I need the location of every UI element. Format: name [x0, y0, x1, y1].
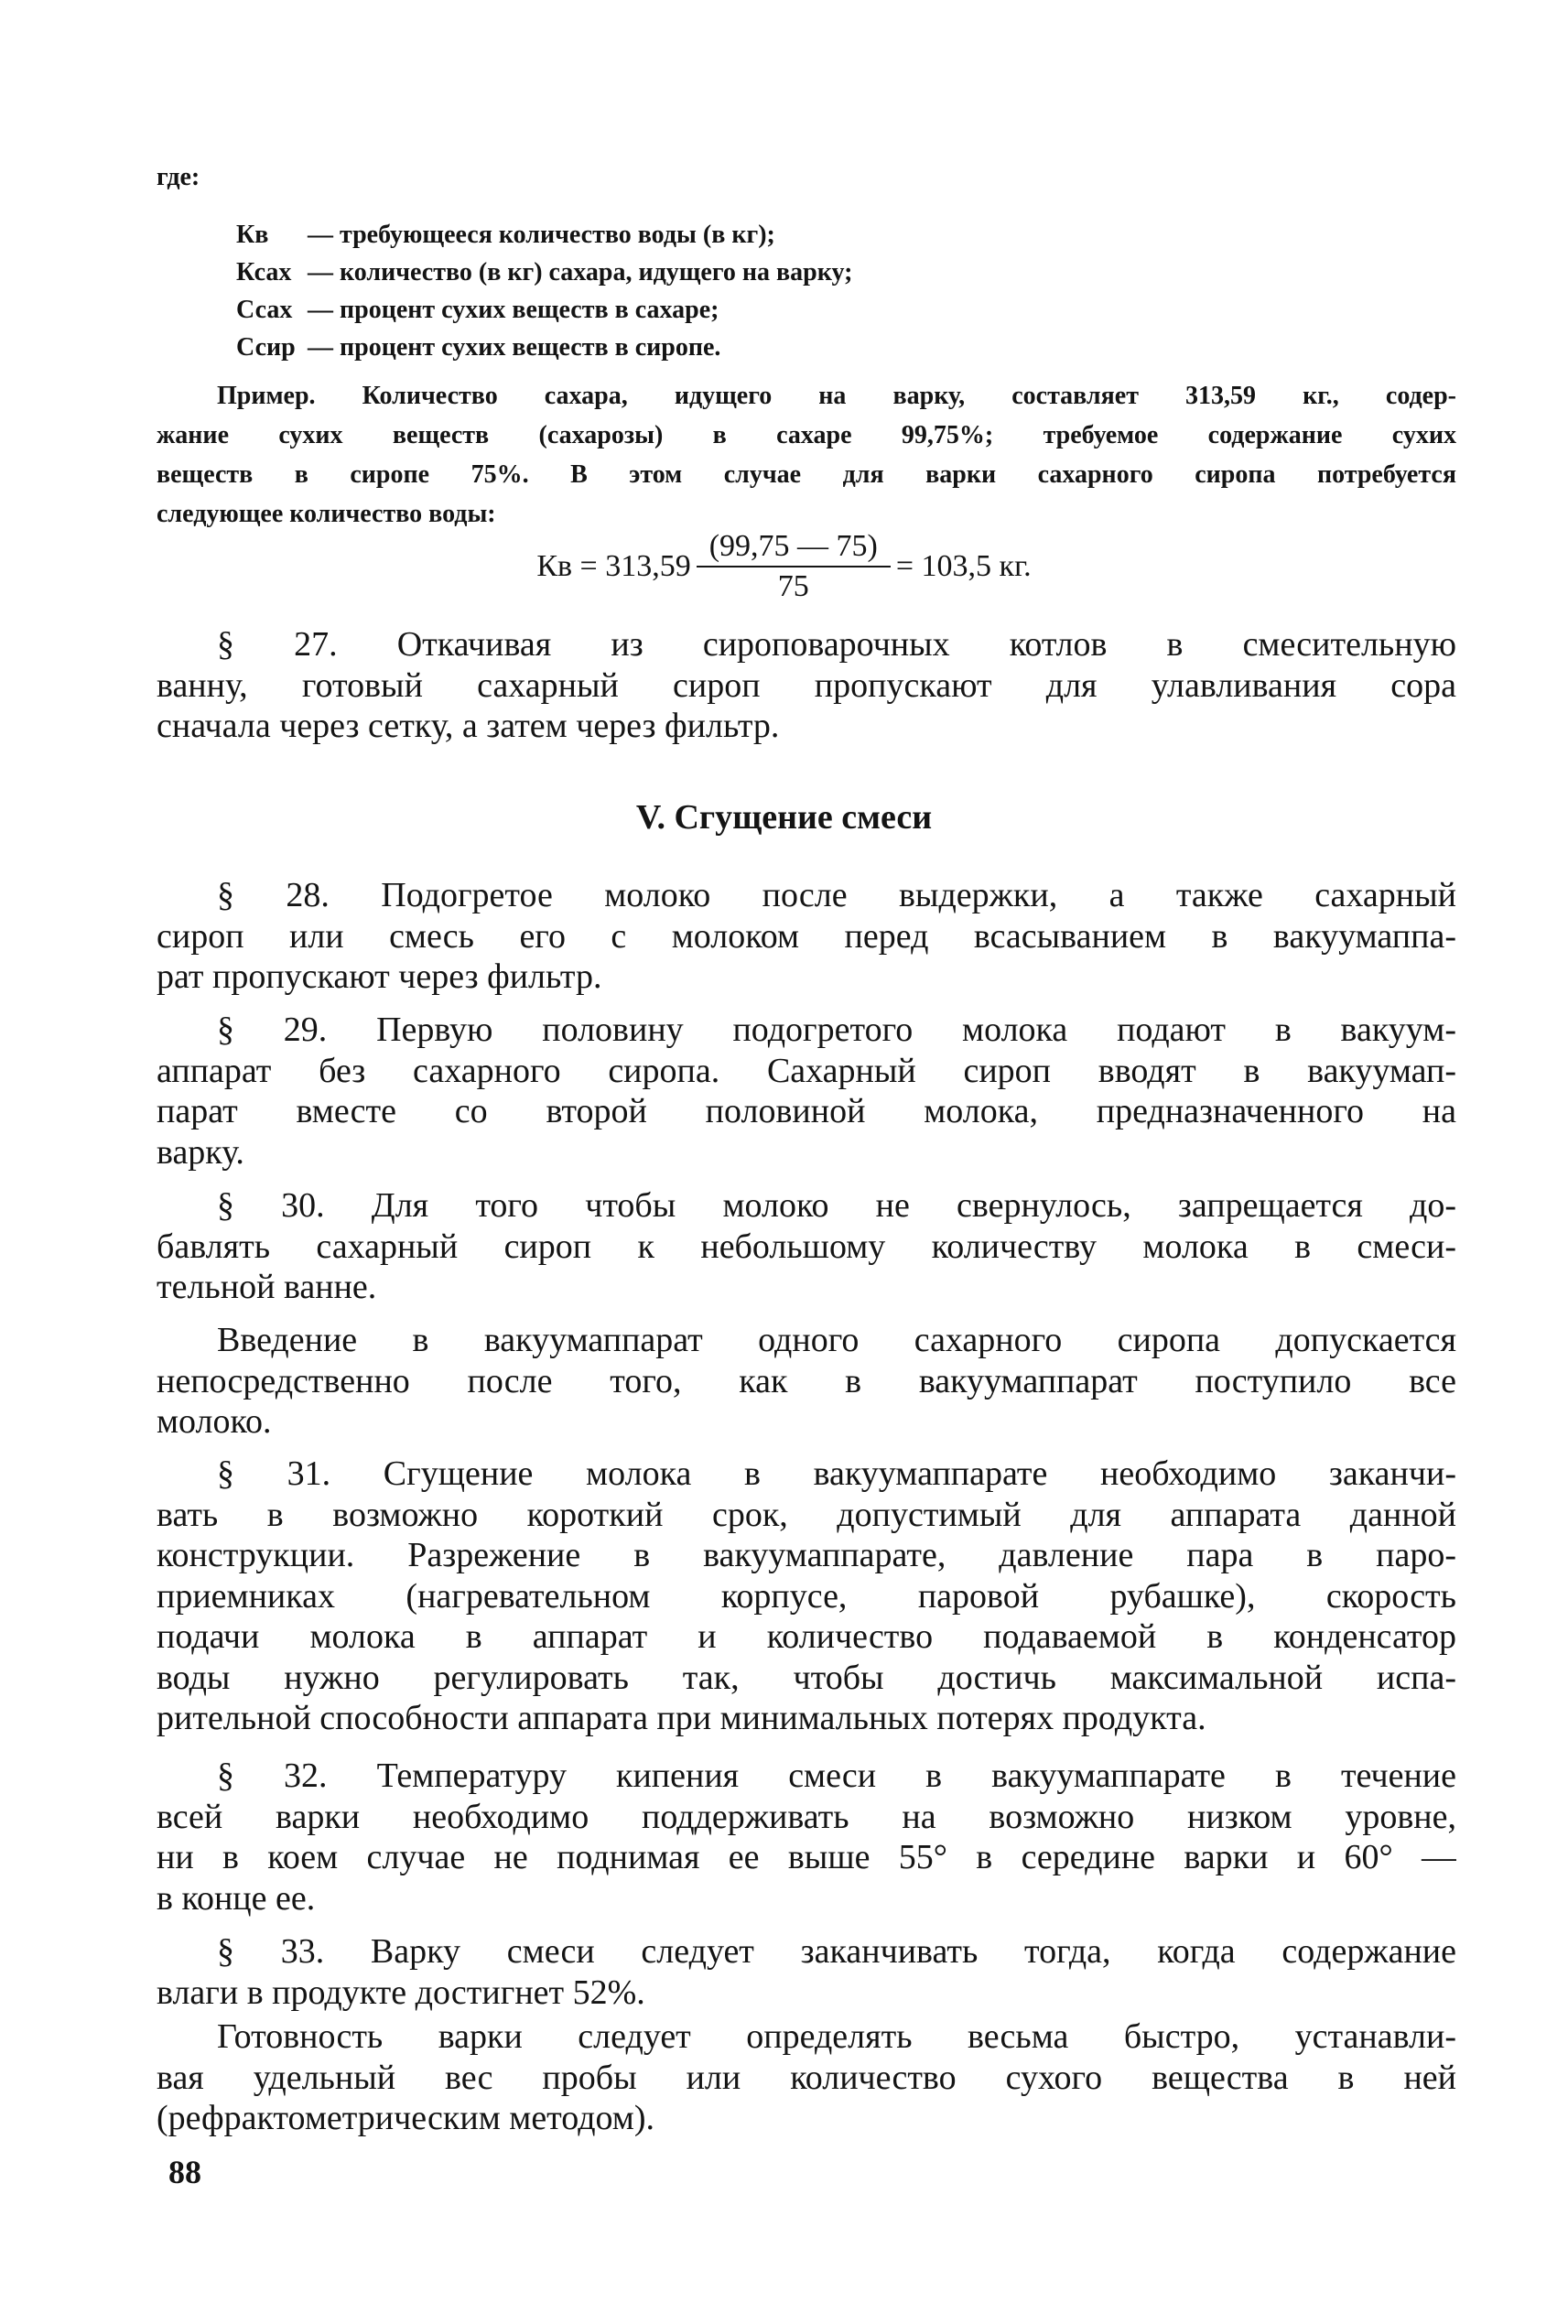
definition-item — [236, 329, 852, 366]
text-line: аппарат без сахарного сиропа. Сахарный сироп вводят в вакуумап- — [157, 1051, 1456, 1090]
definition-text: — процент сухих веществ в сиропе. — [308, 333, 721, 362]
text-line: жание сухих веществ (сахарозы) в сахаре 99,75%; требуемое содержание сухих — [157, 421, 1456, 449]
text-line: конструкции. Разрежение в вакуумаппарате, давление пара в паро- — [157, 1536, 1456, 1574]
definition-item — [236, 216, 852, 254]
where-label: где: — [157, 163, 200, 191]
text-line: ни в коем случае не поднимая ее выше 55° в середине варки и 60° — — [157, 1838, 1456, 1876]
text-line: § 29. Первую половину подогретого молока подают в вакуум- — [217, 1011, 1456, 1049]
text-line: Пример. Количество сахара, идущего на варку, составляет 313,59 кг., содер- — [217, 382, 1456, 410]
formula-left: Кв = 313,59 — [536, 549, 691, 583]
text-line: вая удельный вес пробы или количество сухого вещества в ней — [157, 2058, 1456, 2097]
paragraph-readiness — [157, 2016, 1456, 2139]
formula-numerator: (99,75 — 75) — [697, 529, 891, 567]
paragraph-31 — [157, 1454, 1456, 1739]
text-line: § 31. Сгущение молока в вакуумаппарате необходимо заканчи- — [217, 1454, 1456, 1493]
text-line: (рефрактометрическим методом). — [157, 2099, 655, 2137]
text-line: парат вместе со второй половиной молока, предназначенного на — [157, 1092, 1456, 1130]
definition-text: — процент сухих веществ в сахаре; — [308, 296, 719, 324]
text-line: подачи молока в аппарат и количество подаваемой в конденсатор — [157, 1617, 1456, 1656]
text-line: варку. — [157, 1132, 244, 1172]
definition-symbol: Ссах — [236, 296, 293, 324]
text-line: веществ в сиропе 75%. В этом случае для варки сахарного сиропа потребуется — [157, 460, 1456, 489]
formula — [0, 529, 1568, 604]
text-line: в конце ее. — [157, 1878, 316, 1918]
text-line: Готовность варки следует определять весьма быстро, устанавли- — [217, 2017, 1456, 2056]
text-line: всей варки необходимо поддерживать на возможно низком уровне, — [157, 1797, 1456, 1836]
text-line: § 30. Для того чтобы молоко не свернулось, запрещается до- — [217, 1186, 1456, 1225]
text-line: сироп или смесь его с молоком перед всасыванием в вакуумаппа- — [157, 916, 1456, 956]
text-line: влаги в продукте достигнет 52%. — [157, 1973, 645, 2012]
text-line: непосредственно после того, как в вакуумаппарат поступило все — [157, 1361, 1456, 1400]
definition-text: — требующееся количество воды (в кг); — [308, 221, 775, 249]
text-line: молоко. — [157, 1402, 272, 1441]
section-heading: V. Сгущение смеси — [635, 798, 933, 837]
paragraph-33 — [157, 1931, 1456, 2013]
paragraph-introduction-note — [157, 1320, 1456, 1443]
text-line: ванну, готовый сахарный сироп пропускают для улавливания сора — [157, 665, 1456, 705]
paragraph-32 — [157, 1756, 1456, 1919]
text-line: § 27. Откачивая из сироповарочных котлов в смесительную — [217, 625, 1456, 664]
definitions-list — [236, 216, 852, 366]
text-line: вать в возможно короткий срок, допустимый для аппарата данной — [157, 1495, 1456, 1534]
text-line: рительной способности аппарата при минимальных потерях продукта. — [157, 1699, 1206, 1737]
text-line: приемниках (нагревательном корпусе, паровой рубашке), скорость — [157, 1576, 1456, 1616]
paragraph-29 — [157, 1010, 1456, 1173]
definition-item — [236, 291, 852, 329]
definition-symbol: Ксах — [236, 258, 292, 286]
text-line: рат пропускают через фильтр. — [157, 957, 602, 996]
text-line: бавлять сахарный сироп к небольшому количеству молока в смеси- — [157, 1227, 1456, 1266]
formula-fraction — [697, 529, 891, 604]
text-line: Введение в вакуумаппарат одного сахарного сиропа допускается — [217, 1321, 1456, 1359]
definition-symbol: Ссир — [236, 333, 296, 362]
definition-symbol: Кв — [236, 221, 269, 249]
page-number: 88 — [168, 2154, 201, 2190]
text-line: тельной ванне. — [157, 1268, 377, 1306]
text-line: § 32. Температуру кипения смеси в вакуумаппарате в течение — [217, 1757, 1456, 1795]
text-line: воды нужно регулировать так, чтобы достичь максимальной испа- — [157, 1658, 1456, 1697]
text-line: § 33. Варку смеси следует заканчивать тогда, когда содержание — [217, 1932, 1456, 1971]
paragraph-28 — [157, 875, 1456, 998]
text-line: следующее количество воды: — [157, 500, 496, 528]
paragraph-30 — [157, 1185, 1456, 1308]
text-line: сначала через сетку, а затем через фильтр. — [157, 707, 780, 745]
example-paragraph — [157, 376, 1456, 534]
definition-item — [236, 254, 852, 291]
paragraph-27 — [157, 624, 1456, 747]
text-line: § 28. Подогретое молоко после выдержки, а также сахарный — [217, 876, 1456, 914]
definition-text: — количество (в кг) сахара, идущего на варку; — [308, 258, 853, 286]
formula-right: = 103,5 кг. — [895, 549, 1032, 583]
formula-denominator: 75 — [777, 569, 809, 603]
